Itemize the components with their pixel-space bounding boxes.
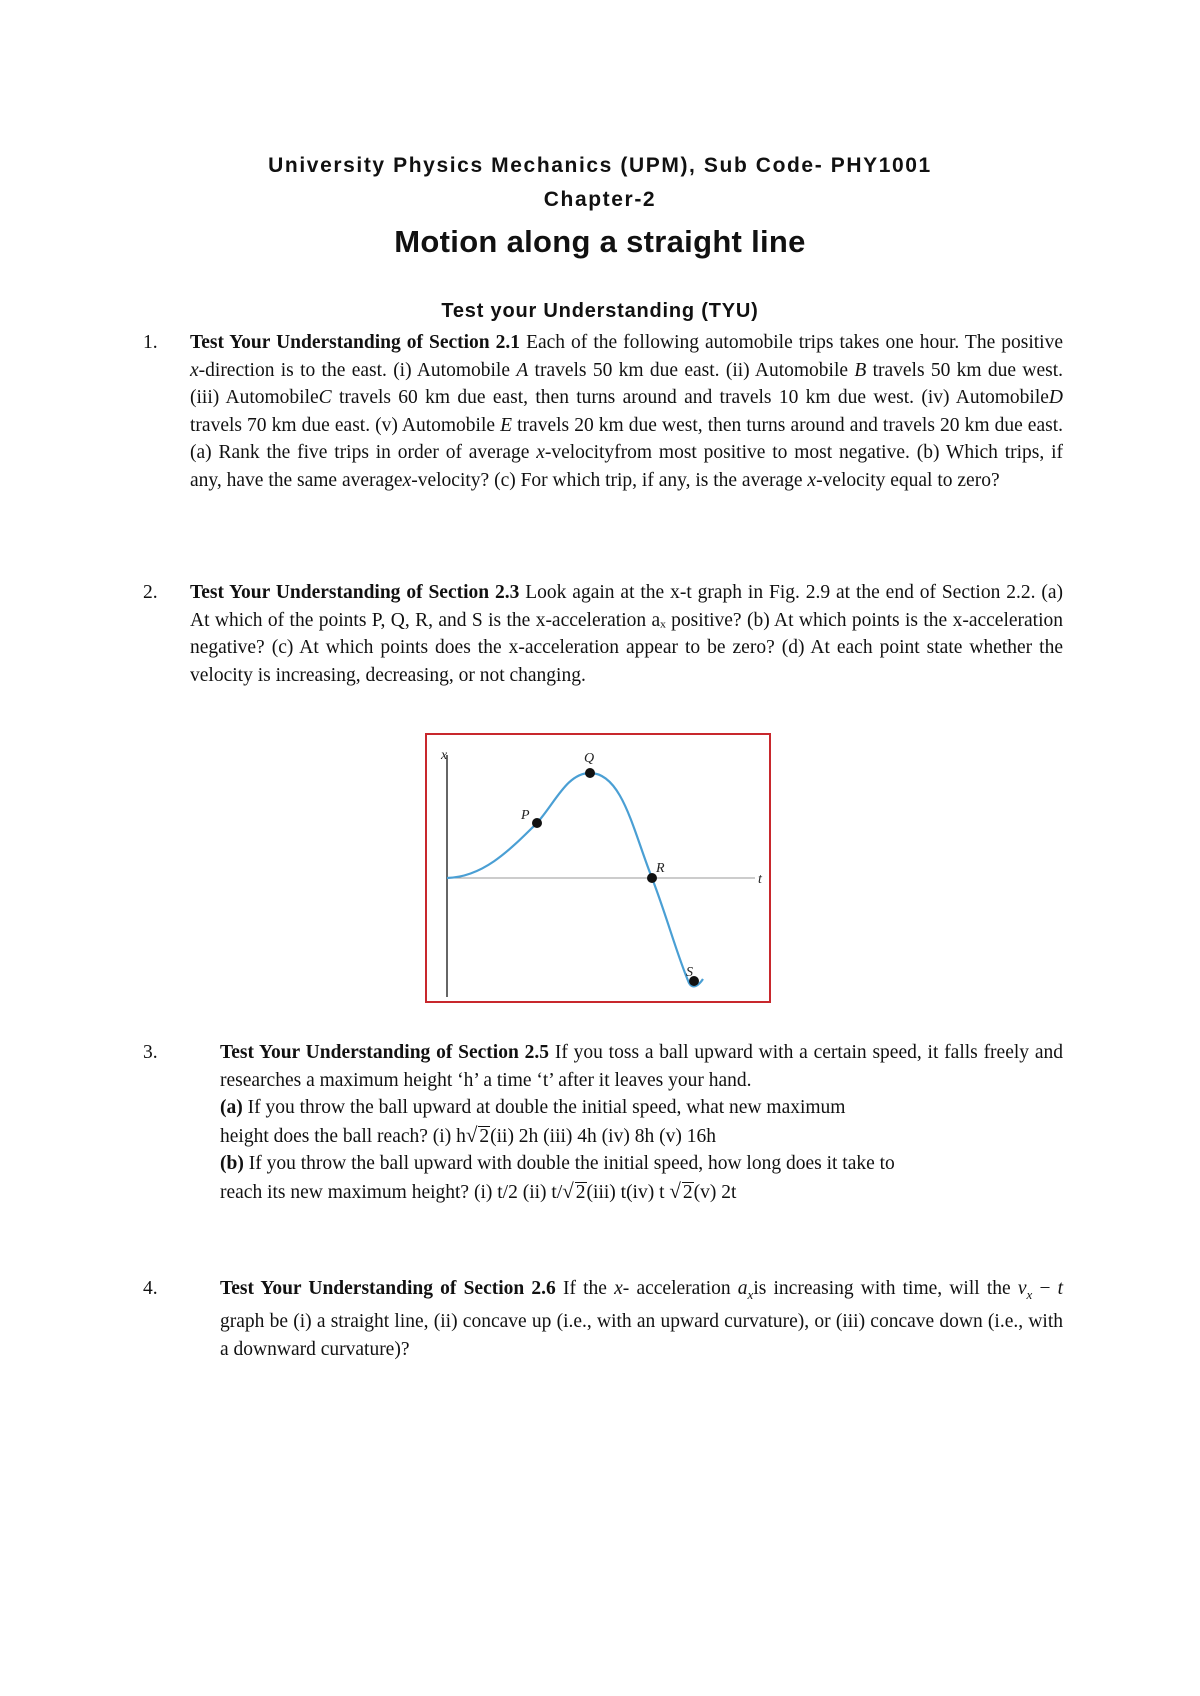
point-q [585,768,595,778]
sqrt-symbol: √ [465,1122,478,1147]
point-p [532,818,542,828]
question-4-lead: Test Your Understanding of Section 2.6 [220,1278,556,1299]
question-2-number: 2. [143,582,158,603]
course-title: University Physics Mechanics (UPM), Sub Code- PHY1001 [268,154,932,177]
sqrt-symbol: √ [669,1178,681,1203]
question-3-number: 3. [143,1042,158,1063]
question-3-lead: Test Your Understanding of Section 2.5 [220,1042,550,1063]
question-3: Test Your Understanding of Section 2.5 If you toss a ball upward with a certain speed, it falls freely and researches a maximum height ‘h’ a time ‘t’ after it leaves your hand. (a) If you throw the ball upward at double the initial speed, what new maximum height does the ball reach? (i) h√ 2(ii) 2h (iii) 4h (iv) 8h (v) 16h (b) If you throw the ball upward with double the initial speed, how long does it take to reach its new maximum height? (i) t/2 (ii) t/√ 2(iii) t(iv) t √ 2(v) 2t [220,1039,1063,1207]
question-1-lead: Test Your Understanding of Section 2.1 [190,332,521,353]
question-3-part-b-options: reach its new maximum height? (i) t/2 (ii) t/√ 2(iii) t(iv) t √ 2(v) 2t [220,1178,737,1203]
point-q-label: Q [584,751,595,766]
xt-curve [447,773,703,986]
point-s-label: S [686,965,693,980]
question-4: Test Your Understanding of Section 2.6 If the x- acceleration $a_xis$ increasing with time, will the $v_x - t$ graph be (i) a straight line, (ii) concave up (i.e., with an upward curvature), or (iii) concave down (i.e., with a downward curvature)? [220,1278,1064,1361]
question-3-part-a-options: height does the ball reach? (i) h√ 2(ii) 2h (iii) 4h (iv) 8h (v) 16h [220,1122,716,1147]
sqrt-symbol: √ [562,1178,574,1203]
question-2-lead: Test Your Understanding of Section 2.3 [190,582,520,603]
section-heading: Test your Understanding (TYU) [441,300,759,322]
xt-graph [427,735,769,1001]
x-axis-label: x [441,748,448,763]
question-1: Test Your Understanding of Section 2.1 Each of the following automobile trips takes one hour. The positive x-direction is to the east. (i) Automobile A travels 50 km due east. (ii) Automobile B travels 50 km due west. (iii) AutomobileC travels 60 km due east, then turns around and travels 10 km due west. (iv) AutomobileD travels 70 km due east. (v) Automobile E travels 20 km due west, then turns around and travels 20 km due east. (a) Rank the five trips in order of average x-velocityfrom most positive to most negative. (b) Which trips, if any, have the same averagex-velocity? (c) For which trip, if any, is the average x-velocity equal to zero? [190,332,1063,491]
chapter-label: Chapter-2 [543,188,657,211]
xt-graph-figure [425,733,771,1003]
question-3-part-b: (b) If you throw the ball upward with double the initial speed, how long does it take to [220,1153,895,1175]
t-axis-label: t [758,872,762,887]
question-3-part-a: (a) If you throw the ball upward at double the initial speed, what new maximum [220,1097,846,1119]
page-title: Motion along a straight line [394,224,806,259]
question-4-number: 4. [143,1278,158,1299]
point-r-label: R [656,861,665,876]
point-p-label: P [521,808,530,823]
question-2: Test Your Understanding of Section 2.3 Look again at the x-t graph in Fig. 2.9 at the end of Section 2.2. (a) At which of the points P, Q, R, and S is the x-acceleration aₓ positive? (b) At which points is the x-acceleration negative? (c) At which points does the x-acceleration appear to be zero? (d) At each point state whether the velocity is increasing, decreasing, or not changing. [190,582,1063,686]
question-1-number: 1. [143,332,158,353]
